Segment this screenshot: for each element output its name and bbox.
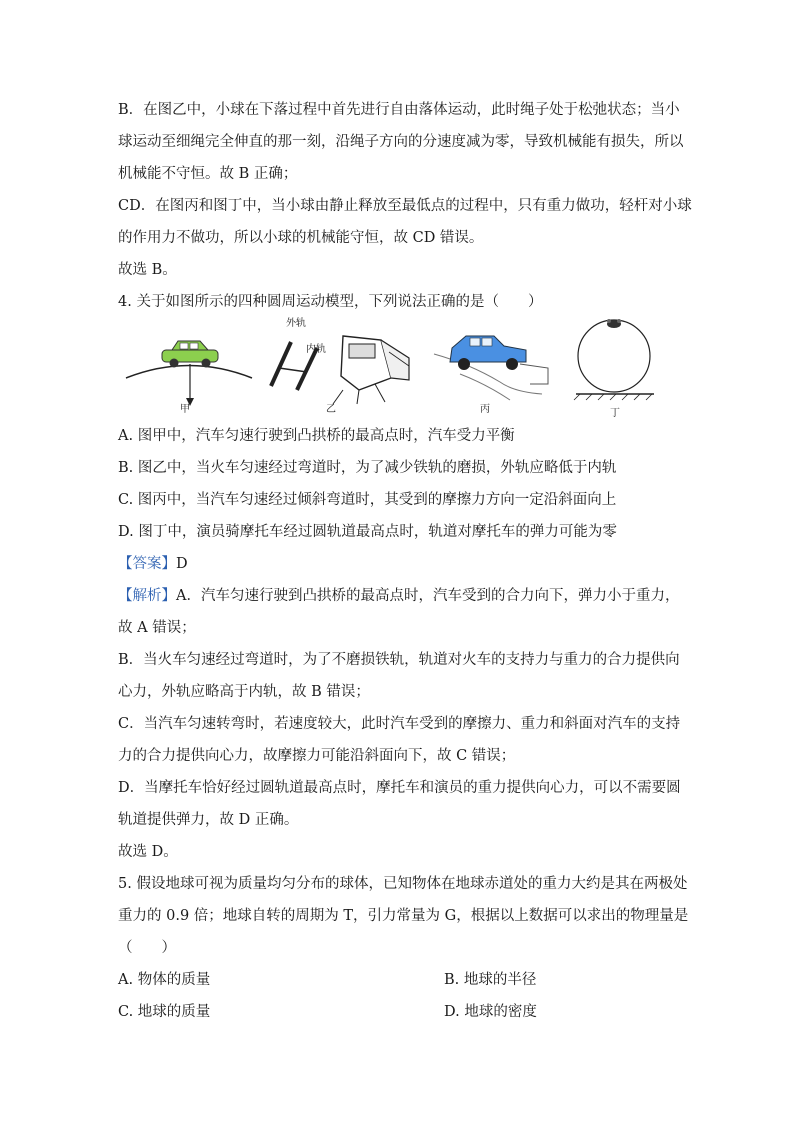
answer-value: D — [176, 556, 188, 572]
analysis-line — [118, 586, 679, 606]
analysis-text: A．汽车匀速行驶到凸拱桥的最高点时，汽车受到的合力向下，弹力小于重力， — [176, 588, 680, 604]
car-icon — [450, 336, 526, 370]
circular-motion-figure — [118, 318, 678, 418]
figure-jia-car-bridge — [124, 328, 254, 408]
outer-rail-label: 外轨 — [286, 318, 306, 329]
analysis-line: D．当摩托车恰好经过圆轨道最高点时，摩托车和演员的重力提供向心力，可以不需要圆 — [118, 780, 681, 796]
analysis-line: 力的合力提供向心力，故摩擦力可能沿斜面向下，故 C 错误； — [118, 748, 516, 764]
motorcycle-icon — [607, 319, 621, 328]
analysis-line: 心力，外轨应略高于内轨，故 B 错误； — [118, 684, 370, 700]
analysis-line: 故 A 错误； — [118, 620, 196, 636]
question-5-stem: 重力的 0.9 倍；地球自转的周期为 T，引力常量为 G，根据以上数据可以求出的物理量是 — [118, 908, 689, 924]
question-4-stem: 4. 关于如图所示的四种圆周运动模型，下列说法正确的是（ ） — [118, 294, 543, 310]
q5-option-a: A. 物体的质量 — [118, 972, 211, 988]
question-5-stem: （ ） — [118, 940, 176, 956]
train-icon — [333, 336, 409, 404]
figure-ding-loop-track — [570, 318, 660, 404]
answer-tag: 【答案】 — [118, 556, 176, 572]
q4-option-c: C. 图丙中，当汽车匀速经过倾斜弯道时，其受到的摩擦力方向一定沿斜面向上 — [118, 492, 617, 508]
label-ding: 丁 — [610, 408, 620, 419]
text-line: CD．在图丙和图丁中，当小球由静止释放至最低点的过程中，只有重力做功，轻杆对小球 — [118, 198, 692, 214]
label-yi: 乙 — [326, 404, 336, 415]
analysis-line: 轨道提供弹力，故 D 正确。 — [118, 812, 299, 828]
analysis-line: C．当汽车匀速转弯时，若速度较大，此时汽车受到的摩擦力、重力和斜面对汽车的支持 — [118, 716, 681, 732]
label-jia: 甲 — [180, 404, 190, 415]
text-line: 球运动至细绳完全伸直的那一刻，沿绳子方向的分速度减为零，导致机械能有损失，所以 — [118, 134, 684, 150]
text-line: 的作用力不做功，所以小球的机械能守恒，故 CD 错误。 — [118, 230, 484, 246]
figure-bing-banked-curve — [430, 324, 550, 404]
q5-option-b: B. 地球的半径 — [444, 972, 537, 988]
analysis-tag: 【解析】 — [118, 588, 176, 604]
inner-rail-label: 内轨 — [306, 344, 326, 355]
text-line: B．在图乙中，小球在下落过程中首先进行自由落体运动，此时绳子处于松弛状态；当小 — [118, 102, 680, 118]
answer-line — [118, 554, 188, 574]
label-bing: 丙 — [480, 404, 490, 415]
q5-option-c: C. 地球的质量 — [118, 1004, 211, 1020]
q4-option-a: A. 图甲中，汽车匀速行驶到凸拱桥的最高点时，汽车受力平衡 — [118, 428, 515, 444]
question-5-stem: 5. 假设地球可视为质量均匀分布的球体，已知物体在地球赤道处的重力大约是其在两极处 — [118, 876, 688, 892]
car-icon — [162, 341, 218, 368]
figure-yi-train-rails — [263, 318, 413, 406]
analysis-line: 故选 D。 — [118, 844, 178, 860]
q4-option-b: B. 图乙中，当火车匀速经过弯道时，为了减少铁轨的磨损，外轨应略低于内轨 — [118, 460, 617, 476]
q5-option-d: D. 地球的密度 — [444, 1004, 537, 1020]
text-line: 故选 B。 — [118, 262, 177, 278]
q4-option-d: D. 图丁中，演员骑摩托车经过圆轨道最高点时，轨道对摩托车的弹力可能为零 — [118, 524, 617, 540]
text-line: 机械能不守恒。故 B 正确； — [118, 166, 298, 182]
analysis-line: B．当火车匀速经过弯道时，为了不磨损铁轨，轨道对火车的支持力与重力的合力提供向 — [118, 652, 680, 668]
